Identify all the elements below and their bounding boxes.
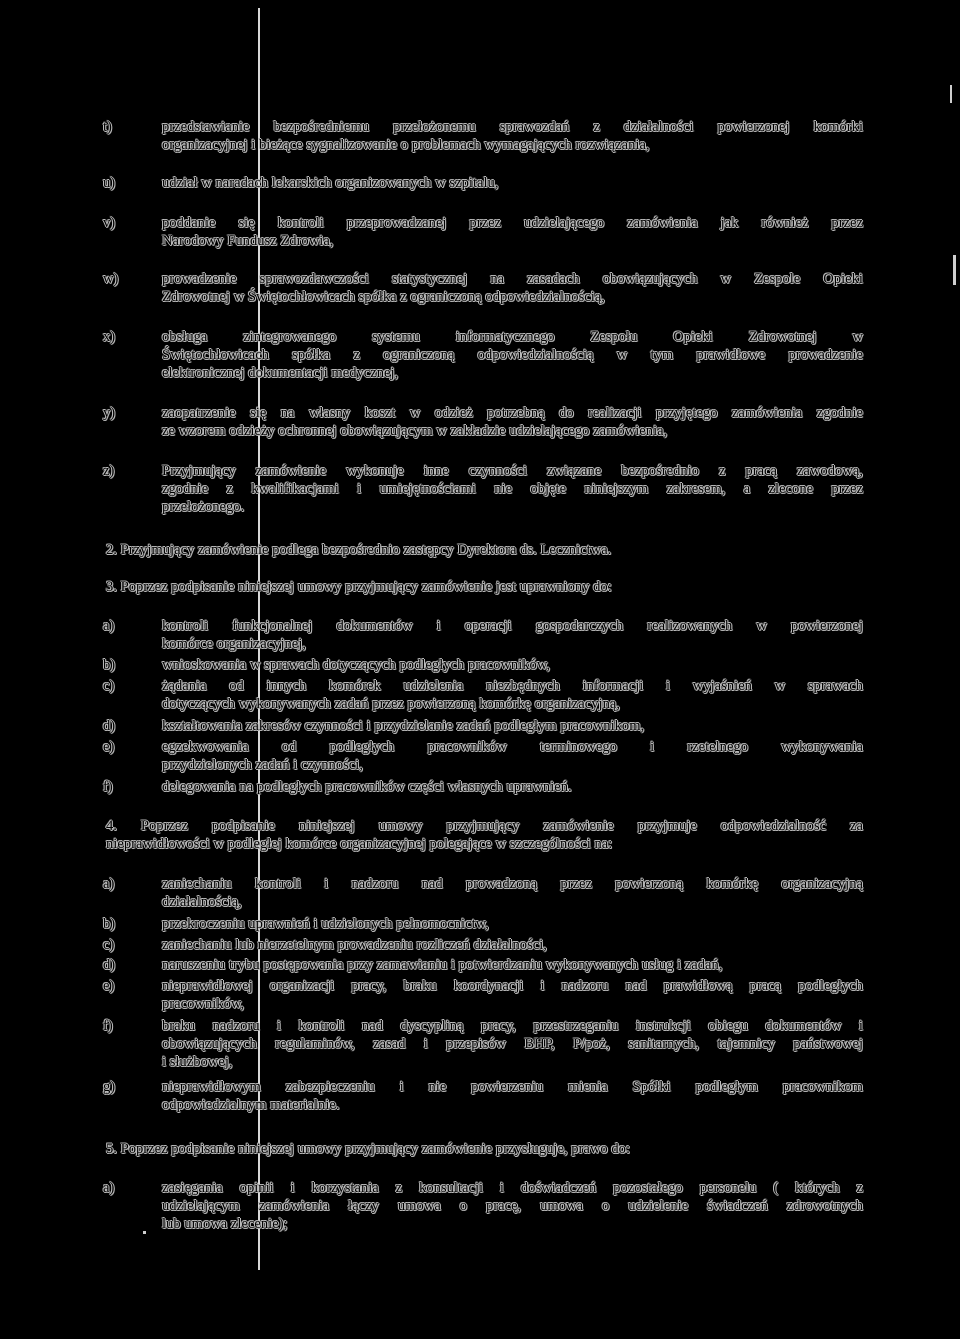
list-item-x bbox=[103, 328, 863, 383]
section-3-item-f bbox=[103, 778, 863, 796]
section-5-item-a bbox=[103, 1179, 863, 1234]
list-item-line: przekroczeniu uprawnień i udzielonych pełnomocnictw, bbox=[162, 916, 489, 932]
list-item-line: dotyczących wykonywanych zadań przez powierzoną komórkę organizacyjną, bbox=[162, 696, 621, 713]
list-item-line: Przyjmujący zamówienie wykonuje inne czynności związane bezpośrednio z pracą zawodową, bbox=[162, 463, 863, 479]
list-item-z bbox=[103, 462, 863, 517]
list-item-line: nieprawidłowej organizacji pracy, braku koordynacji i nadzoru nad prawidłową pracą podległych bbox=[162, 978, 863, 994]
list-item-label: d) bbox=[103, 718, 116, 734]
list-item-line: przedstawianie bezpośredniemu przełożonemu sprawozdań z działalności powierzonej komórki bbox=[162, 119, 863, 135]
section-3-item-b bbox=[103, 656, 863, 674]
section-5-heading bbox=[106, 1140, 863, 1158]
list-item-label: g) bbox=[103, 1079, 116, 1095]
list-item-line: pracowników, bbox=[162, 996, 245, 1013]
list-item-label: z) bbox=[103, 463, 115, 479]
list-item-label: e) bbox=[103, 978, 115, 994]
list-item-label: a) bbox=[103, 1180, 115, 1196]
section-4-item-f bbox=[103, 1017, 863, 1072]
list-item-t bbox=[103, 118, 863, 154]
list-item-label: w) bbox=[103, 271, 119, 287]
list-item-u bbox=[103, 174, 863, 192]
list-item-label: a) bbox=[103, 876, 115, 892]
list-item-line: działalnością, bbox=[162, 894, 242, 911]
section-3-item-d bbox=[103, 717, 863, 735]
section-4-item-g bbox=[103, 1078, 863, 1114]
scan-speck bbox=[953, 255, 956, 285]
list-item-line: prowadzenie sprawozdawczości statystycznej na zasadach obowiązujących w Zespole Opieki bbox=[162, 271, 863, 287]
section-4-item-d bbox=[103, 956, 863, 974]
list-item-line: naruszeniu trybu postępowania przy zamawianiu i potwierdzaniu wykonywanych usług i zadań, bbox=[162, 957, 723, 973]
list-item-label: b) bbox=[103, 916, 116, 932]
list-item-line: Zdrowotnej w Świętochłowicach spółka z ograniczoną odpowiedzialnością, bbox=[162, 289, 605, 306]
list-item-label: d) bbox=[103, 957, 116, 973]
section-3-heading-line: 3. Poprzez podpisanie niniejszej umowy przyjmujący zamówienie jest uprawniony do: bbox=[106, 579, 612, 595]
list-item-line: obsługa zintegrowanego systemu informatycznego Zespołu Opieki Zdrowotnej w bbox=[162, 329, 863, 345]
list-item-label: e) bbox=[103, 739, 115, 755]
list-item-line: żądania od innych komórek udzielenia niezbędnych informacji i wyjaśnień w sprawach bbox=[162, 678, 863, 694]
section-3-item-c bbox=[103, 677, 863, 713]
list-item-line: zaniechaniu lub nierzetelnym prowadzeniu rozliczeń działalności, bbox=[162, 937, 547, 953]
list-item-line: komórce organizacyjnej, bbox=[162, 636, 306, 653]
section-2-line: 2. Przyjmujący zamówienie podlega bezpośrednio zastępcy Dyrektora ds. Lecznictwa. bbox=[106, 542, 612, 558]
list-item-line: elektronicznej dokumentacji medycznej, bbox=[162, 365, 399, 382]
section-4-item-a bbox=[103, 875, 863, 911]
section-3-item-e bbox=[103, 738, 863, 774]
list-item-label: y) bbox=[103, 405, 116, 421]
section-2-text bbox=[106, 541, 863, 559]
scan-speck bbox=[950, 85, 952, 103]
list-item-label: a) bbox=[103, 618, 115, 634]
list-item-line: kształtowania zakresów czynności i przydzielanie zadań podległym pracownikom, bbox=[162, 718, 645, 734]
list-item-line: przełożonego. bbox=[162, 499, 245, 516]
list-item-line: Narodowy Fundusz Zdrowia, bbox=[162, 233, 334, 250]
list-item-label: c) bbox=[103, 937, 115, 953]
list-item-line: zaniechaniu kontroli i nadzoru nad prowadzoną przez powierzoną komórkę organizacyjną bbox=[162, 876, 863, 892]
section-3-heading bbox=[106, 578, 863, 596]
list-item-line: zaopatrzenie się na własny koszt w odzież potrzebną do realizacji przyjętego zamówienia zgodnie bbox=[162, 405, 863, 421]
section-3-item-a bbox=[103, 617, 863, 653]
section-4-item-b bbox=[103, 915, 863, 933]
section-4-item-c bbox=[103, 936, 863, 954]
list-item-line: poddanie się kontroli przeprowadzanej przez udzielającego zamówienia jak również przez bbox=[162, 215, 863, 231]
list-item-label: t) bbox=[103, 119, 112, 135]
list-item-line: delegowania na podległych pracowników części własnych uprawnień. bbox=[162, 779, 572, 795]
section-5-heading-line: 5. Poprzez podpisanie niniejszej umowy przyjmujący zamówienie przysługuje, prawo do: bbox=[106, 1141, 631, 1157]
list-item-label: f) bbox=[103, 779, 113, 795]
list-item-label: c) bbox=[103, 678, 115, 694]
list-item-line: ze wzorem odzieży ochronnej obowiązującym w zakładzie udzielającego zamówienia, bbox=[162, 423, 668, 440]
list-item-label: b) bbox=[103, 657, 116, 673]
list-item-line: zgodnie z kwalifikacjami i umiejętnościami nie objęte niniejszym zakresem, a zlecone przez bbox=[162, 481, 863, 498]
list-item-y bbox=[103, 404, 863, 440]
list-item-line: udział w naradach lekarskich organizowanych w szpitalu, bbox=[162, 175, 499, 191]
list-item-line: nieprawidłowym zabezpieczeniu i nie powierzeniu mienia Spółki podległym pracownikom bbox=[162, 1079, 863, 1095]
section-4-heading-line: nieprawidłowości w podległej komórce organizacyjnej polegające w szczególności na: bbox=[106, 836, 613, 853]
list-item-line: Świętochłowicach spółka z ograniczoną odpowiedzialnością w tym prawidłowe prowadzenie bbox=[162, 347, 863, 364]
list-item-line: przydzielonych zadań i czynności, bbox=[162, 757, 363, 774]
section-4-item-e bbox=[103, 977, 863, 1013]
list-item-line: odpowiedzialnym materialnie. bbox=[162, 1097, 340, 1114]
list-item-line: braku nadzoru i kontroli nad dyscypliną pracy, przestrzeganiu instrukcji obiegu dokumentów i bbox=[162, 1018, 863, 1034]
list-item-line: lub umowa zlecenie); bbox=[162, 1216, 288, 1233]
list-item-v bbox=[103, 214, 863, 250]
list-item-line: udzielającym zamówienia łączy umowa o pracę, umowa o udzielenie świadczeń zdrowotnych bbox=[162, 1198, 863, 1215]
list-item-line: i służbowej, bbox=[162, 1054, 233, 1071]
list-item-line: organizacyjnej i bieżące sygnalizowanie o problemach wymagających rozwiązania, bbox=[162, 137, 650, 154]
list-item-w bbox=[103, 270, 863, 306]
list-item-label: u) bbox=[103, 175, 116, 191]
list-item-line: kontroli funkcjonalnej dokumentów i operacji gospodarczych realizowanych w powierzonej bbox=[162, 618, 863, 634]
list-item-line: zasięgania opinii i korzystania z konsultacji i doświadczeń pozostałego personelu ( których z bbox=[162, 1180, 863, 1196]
list-item-line: egzekwowania od podległych pracowników terminowego i rzetelnego wykonywania bbox=[162, 739, 863, 755]
list-item-label: v) bbox=[103, 215, 116, 231]
list-item-label: x) bbox=[103, 329, 116, 345]
list-item-line: obowiązujących regulaminów, zasad i przepisów BHP, P/poż, sanitarnych, tajemnicy państwowej bbox=[162, 1036, 863, 1053]
section-4-heading-line: 4. Poprzez podpisanie niniejszej umowy przyjmujący zamówienie przyjmuje odpowiedzialność za bbox=[106, 818, 863, 834]
section-4-heading bbox=[106, 817, 863, 853]
list-item-label: f) bbox=[103, 1018, 113, 1034]
list-item-line: wnioskowania w sprawach dotyczących podległych pracowników, bbox=[162, 657, 551, 673]
